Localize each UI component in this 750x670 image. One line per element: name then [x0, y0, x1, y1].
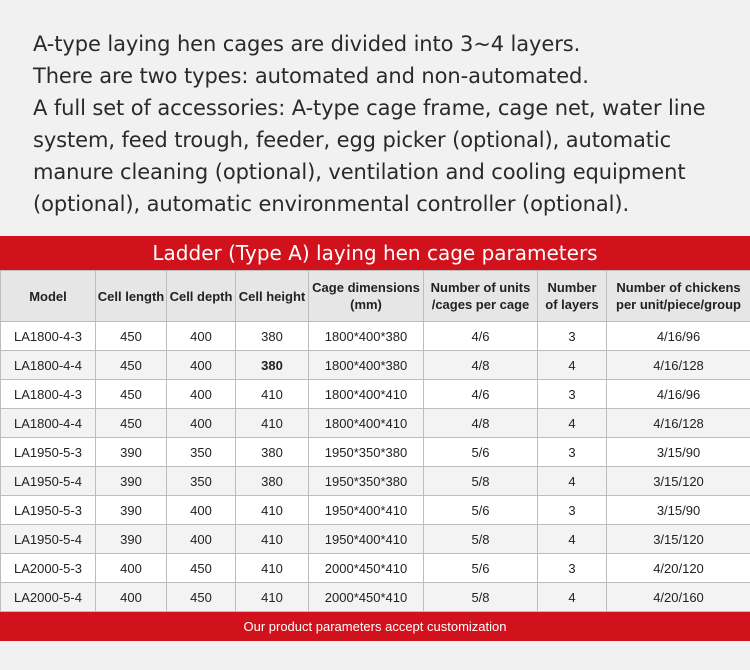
cell-layers: 4: [538, 351, 607, 380]
intro-line: manure cleaning (optional), ventilation and cooling equipment: [33, 160, 686, 184]
parameters-table: [0, 270, 750, 612]
customization-note: Our product parameters accept customization: [0, 612, 750, 641]
cell-model: LA1950-5-4: [1, 467, 96, 496]
cell-depth: 450: [167, 554, 236, 583]
cell-dimensions: 1950*400*410: [309, 496, 424, 525]
cell-depth: 400: [167, 351, 236, 380]
cell-height: 410: [236, 525, 309, 554]
cell-layers: 4: [538, 409, 607, 438]
cell-height: 410: [236, 554, 309, 583]
cell-chickens: 3/15/120: [607, 525, 750, 554]
cell-height: 380: [236, 438, 309, 467]
intro-line: A full set of accessories: A-type cage frame, cage net, water line: [33, 96, 706, 120]
cell-length: 390: [96, 467, 167, 496]
cell-dimensions: 1800*400*380: [309, 351, 424, 380]
cell-depth: 400: [167, 322, 236, 351]
cell-chickens: 3/15/90: [607, 438, 750, 467]
col-header-text: /cages per cage: [431, 297, 530, 312]
cell-units: 4/6: [424, 380, 538, 409]
cell-dimensions: 1950*350*380: [309, 438, 424, 467]
table-row: [1, 409, 750, 438]
cell-dimensions: 1800*400*410: [309, 380, 424, 409]
cell-model: LA1950-5-3: [1, 496, 96, 525]
cell-height: 410: [236, 380, 309, 409]
cell-units: 5/6: [424, 554, 538, 583]
cell-height: 410: [236, 583, 309, 612]
cell-chickens: 4/16/128: [607, 409, 750, 438]
cell-model: LA1800-4-3: [1, 322, 96, 351]
intro-line: system, feed trough, feeder, egg picker (optional), automatic: [33, 128, 672, 152]
cell-depth: 350: [167, 467, 236, 496]
cell-height: 410: [236, 496, 309, 525]
col-header-cage-dimensions: [309, 271, 424, 322]
cell-layers: 3: [538, 554, 607, 583]
cell-length: 400: [96, 554, 167, 583]
cell-model: LA1800-4-4: [1, 351, 96, 380]
cell-length: 390: [96, 525, 167, 554]
cell-model: LA1800-4-3: [1, 380, 96, 409]
cell-depth: 400: [167, 380, 236, 409]
cell-length: 390: [96, 438, 167, 467]
cell-length: 390: [96, 496, 167, 525]
table-row: [1, 496, 750, 525]
cell-dimensions: 2000*450*410: [309, 554, 424, 583]
table-row: [1, 525, 750, 554]
cell-layers: 3: [538, 496, 607, 525]
cell-layers: 4: [538, 467, 607, 496]
cell-height: 410: [236, 409, 309, 438]
cell-chickens: 4/16/96: [607, 322, 750, 351]
cell-length: 400: [96, 583, 167, 612]
cell-units: 5/8: [424, 583, 538, 612]
cell-depth: 400: [167, 496, 236, 525]
table-row: [1, 351, 750, 380]
cell-chickens: 3/15/90: [607, 496, 750, 525]
col-header-layers: [538, 271, 607, 322]
col-header-units: [424, 271, 538, 322]
cell-units: 4/8: [424, 351, 538, 380]
col-header-text: Cage dimensions: [312, 280, 420, 295]
cell-dimensions: 1800*400*380: [309, 322, 424, 351]
table-header-row: [1, 271, 750, 322]
col-header-text: Number of units: [430, 280, 531, 295]
col-header-model: Model: [1, 271, 96, 322]
cell-layers: 3: [538, 322, 607, 351]
cell-chickens: 4/16/96: [607, 380, 750, 409]
cell-units: 5/8: [424, 467, 538, 496]
table-row: [1, 380, 750, 409]
table-row: [1, 554, 750, 583]
col-header-text: Number: [547, 280, 597, 295]
table-row: [1, 467, 750, 496]
col-header-text: per unit/piece/group: [616, 297, 741, 312]
cell-depth: 400: [167, 409, 236, 438]
cell-layers: 4: [538, 525, 607, 554]
cell-dimensions: 1950*400*410: [309, 525, 424, 554]
cell-chickens: 4/20/160: [607, 583, 750, 612]
cell-units: 4/8: [424, 409, 538, 438]
cell-depth: 400: [167, 525, 236, 554]
cell-length: 450: [96, 322, 167, 351]
col-header-cell-depth: Cell depth: [167, 271, 236, 322]
cell-layers: 3: [538, 438, 607, 467]
col-header-text: Number of chickens: [616, 280, 741, 295]
intro-text: [33, 28, 733, 220]
cell-chickens: 3/15/120: [607, 467, 750, 496]
col-header-text: of layers: [545, 297, 599, 312]
cell-chickens: 4/20/120: [607, 554, 750, 583]
intro-line: (optional), automatic environmental controller (optional).: [33, 192, 630, 216]
cell-dimensions: 1950*350*380: [309, 467, 424, 496]
cell-model: LA2000-5-4: [1, 583, 96, 612]
col-header-cell-height: Cell height: [236, 271, 309, 322]
cell-height: 380: [236, 467, 309, 496]
cell-height: 380: [236, 351, 309, 380]
cell-layers: 3: [538, 380, 607, 409]
cell-length: 450: [96, 380, 167, 409]
cell-units: 5/6: [424, 496, 538, 525]
cell-dimensions: 1800*400*410: [309, 409, 424, 438]
table-row: [1, 322, 750, 351]
cell-depth: 350: [167, 438, 236, 467]
cell-dimensions: 2000*450*410: [309, 583, 424, 612]
col-header-text: (mm): [350, 297, 382, 312]
cell-length: 450: [96, 409, 167, 438]
cell-height: 380: [236, 322, 309, 351]
table-row: [1, 583, 750, 612]
cell-model: LA1950-5-3: [1, 438, 96, 467]
table-row: [1, 438, 750, 467]
cell-units: 4/6: [424, 322, 538, 351]
cell-model: LA1800-4-4: [1, 409, 96, 438]
cell-length: 450: [96, 351, 167, 380]
cell-depth: 450: [167, 583, 236, 612]
cell-units: 5/6: [424, 438, 538, 467]
cell-model: LA1950-5-4: [1, 525, 96, 554]
cell-units: 5/8: [424, 525, 538, 554]
table-title: Ladder (Type A) laying hen cage parameters: [0, 236, 750, 270]
cell-layers: 4: [538, 583, 607, 612]
cell-chickens: 4/16/128: [607, 351, 750, 380]
intro-line: There are two types: automated and non-automated.: [33, 64, 589, 88]
col-header-cell-length: Cell length: [96, 271, 167, 322]
cell-model: LA2000-5-3: [1, 554, 96, 583]
intro-line: A-type laying hen cages are divided into 3~4 layers.: [33, 32, 581, 56]
col-header-chickens: [607, 271, 750, 322]
